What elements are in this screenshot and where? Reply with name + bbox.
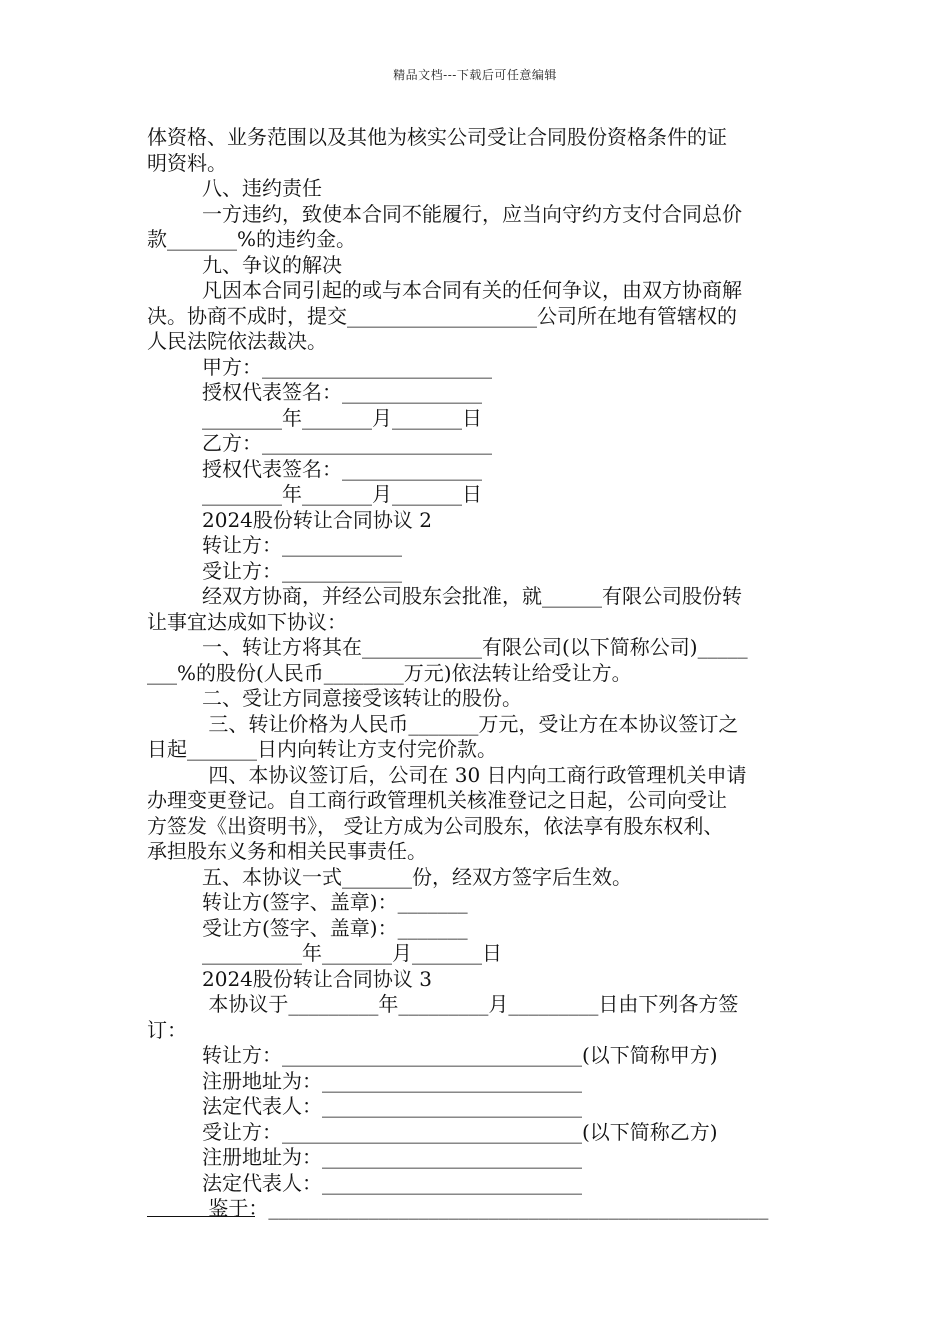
date-field: __________年_______月_______日	[202, 941, 502, 965]
address-field: 注册地址为：__________________________	[202, 1145, 582, 1169]
party-field: 受让方：______________________________(以下简称乙方)	[202, 1119, 718, 1144]
party-field: 转让方：____________	[202, 533, 402, 557]
date-field: ________年_______月_______日	[202, 482, 482, 506]
text-line: 一、转让方将其在____________有限公司(以下简称公司)_____	[202, 635, 748, 659]
document-title: 2024股份转让合同协议 3	[202, 966, 432, 991]
document-title: 2024股份转让合同协议 2	[202, 507, 432, 532]
address-field: 注册地址为：__________________________	[202, 1068, 582, 1093]
text-line: 办理变更登记。自工商行政管理机关核准登记之日起，公司向受让	[147, 788, 727, 812]
text-line: 承担股东义务和相关民事责任。	[147, 839, 427, 863]
text-line: 四、本协议签订后，公司在 30 日内向工商行政管理机关申请	[202, 762, 747, 787]
text-line: 日起_______日内向转让方支付完价款。	[147, 737, 497, 761]
text-line: 二、受让方同意接受该转让的股份。	[202, 686, 522, 710]
document-body	[147, 125, 809, 1222]
text-line: 经双方协商，并经公司股东会批准，就______有限公司股份转	[202, 584, 742, 608]
signature-field: 受让方(签字、盖章)：_______	[202, 915, 468, 940]
text-line: 人民法院依法裁决。	[147, 329, 327, 353]
text-line: 鉴于：__________________________________________________	[202, 1196, 769, 1220]
text-line: 让事宜达成如下协议：	[147, 609, 347, 634]
party-field: 转让方：______________________________(以下简称甲方)	[202, 1043, 718, 1067]
text-line: 一方违约，致使本合同不能履行，应当向守约方支付合同总价	[202, 201, 742, 226]
text-line: 五、本协议一式_______份，经双方签字后生效。	[202, 864, 632, 889]
text-line: 体资格、业务范围以及其他为核实公司受让合同股份资格条件的证	[147, 125, 727, 149]
representative-field: 法定代表人：__________________________	[202, 1170, 582, 1195]
date-field: ________年_______月_______日	[202, 405, 482, 430]
continuation-underline	[147, 1215, 255, 1217]
text-line: 订：	[147, 1017, 187, 1042]
page-header: 精品文档---下载后可任意编辑	[393, 68, 557, 82]
signature-field: 乙方：_______________________	[202, 431, 492, 455]
section-heading: 八、违约责任	[202, 176, 322, 200]
text-line: 款_______%的违约金。	[147, 227, 357, 251]
text-line: 方签发《出资明书》， 受让方成为公司股东，依法享有股东权利、	[147, 813, 724, 838]
text-line: 凡因本合同引起的或与本合同有关的任何争议，由双方协商解	[202, 278, 742, 302]
signature-field: 甲方：_______________________	[202, 354, 492, 379]
signature-field: 授权代表签名：______________	[202, 456, 482, 481]
party-field: 受让方：____________	[202, 558, 402, 583]
text-line: 决。协商不成时，提交___________________公司所在地有管辖权的	[147, 303, 737, 328]
representative-field: 法定代表人：__________________________	[202, 1094, 582, 1118]
text-line: 明资料。	[147, 150, 227, 175]
text-line: 本协议于_________年_________月_________日由下列各方签	[202, 992, 739, 1016]
text-line: 三、转让价格为人民币_______万元，受让方在本协议签订之	[202, 711, 739, 736]
section-heading: 九、争议的解决	[202, 252, 342, 277]
text-line: ___%的股份(人民币________万元)依法转让给受让方。	[147, 660, 632, 685]
signature-field: 授权代表签名：______________	[202, 380, 482, 404]
signature-field: 转让方(签字、盖章)：_______	[202, 890, 468, 914]
